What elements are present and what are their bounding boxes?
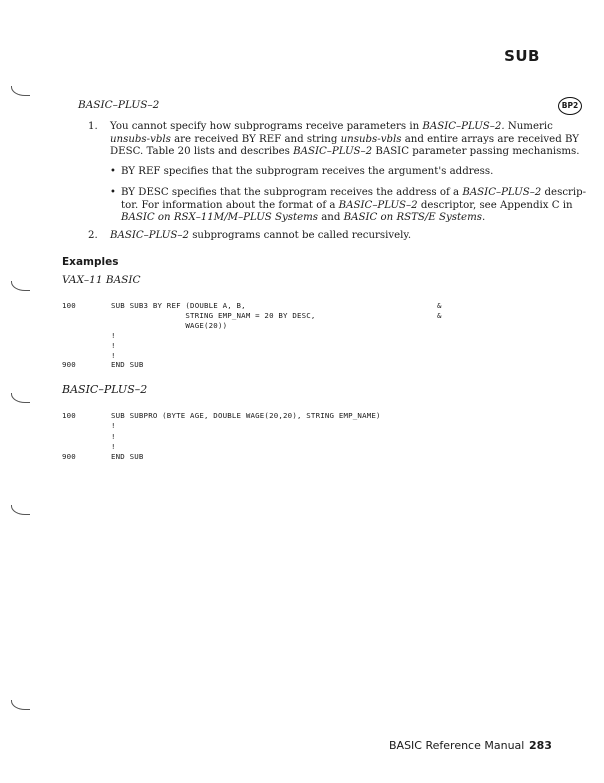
margin-mark — [11, 505, 30, 515]
bp2-example-title: BASIC–PLUS–2 — [62, 383, 148, 396]
code-line-number: 900 — [62, 360, 76, 370]
item-text-line: BASIC–PLUS–2 subprograms cannot be called recursively. — [110, 230, 412, 241]
code-continuation: & — [437, 301, 442, 310]
code-line-text: END SUB — [111, 452, 144, 462]
item-text-line: unsubs-vbls are received BY REF and string unsubs-vbls and entire arrays are received BY — [110, 133, 580, 145]
code-line-text: ! — [111, 350, 116, 360]
code-line-text: WAGE(20)) — [111, 320, 228, 330]
item-number: 2. — [88, 230, 98, 241]
footer-title: BASIC Reference Manual — [389, 739, 525, 752]
running-head: SUB — [504, 47, 540, 65]
margin-mark — [11, 393, 30, 403]
section-title: BASIC–PLUS–2 — [78, 99, 160, 111]
item-number: 1. — [88, 121, 98, 132]
code-line-number: 900 — [62, 452, 76, 462]
bullet-icon: • — [110, 166, 116, 177]
code-line-text: ! — [111, 330, 116, 340]
vax-example-title: VAX–11 BASIC — [62, 274, 141, 286]
code-line-number: 100 — [62, 411, 76, 420]
margin-mark — [11, 86, 30, 96]
margin-mark — [11, 281, 30, 291]
code-line-text: SUB SUB3 BY REF (DOUBLE A, B, — [111, 301, 246, 310]
code-line-text: ! — [111, 421, 116, 431]
bullet-text-line: BASIC on RSX–11M/M–PLUS Systems and BASIC on RSTS/E Systems. — [121, 212, 486, 223]
code-line-text: ! — [111, 431, 116, 441]
code-line-text: STRING EMP_NAM = 20 BY DESC, — [111, 310, 316, 320]
code-line-text: ! — [111, 340, 116, 350]
code-continuation: & — [437, 310, 442, 320]
bullet-text-line: BY DESC specifies that the subprogram receives the address of a BASIC–PLUS–2 descrip- — [121, 187, 587, 198]
code-line-number: 100 — [62, 301, 76, 310]
bullet-icon: • — [110, 187, 116, 198]
item-text-line: You cannot specify how subprograms receive parameters in BASIC–PLUS–2. Numeric — [110, 121, 553, 132]
code-line-text: ! — [111, 441, 116, 451]
code-line-text: END SUB — [111, 360, 144, 370]
code-line-text: SUB SUBPRO (BYTE AGE, DOUBLE WAGE(20,20), STRING EMP_NAME) — [111, 411, 381, 420]
margin-mark — [11, 700, 30, 710]
item-text-line: DESC. Table 20 lists and describes BASIC–PLUS–2 BASIC parameter passing mechanisms. — [110, 146, 580, 157]
bp2-badge: BP2 — [558, 97, 582, 115]
bullet-text-line: BY REF specifies that the subprogram receives the argument's address. — [121, 166, 494, 177]
examples-heading: Examples — [62, 256, 119, 268]
bullet-text-line: tor. For information about the format of a BASIC–PLUS–2 descriptor, see Appendix C in — [121, 199, 573, 211]
page-number: 283 — [529, 739, 552, 752]
